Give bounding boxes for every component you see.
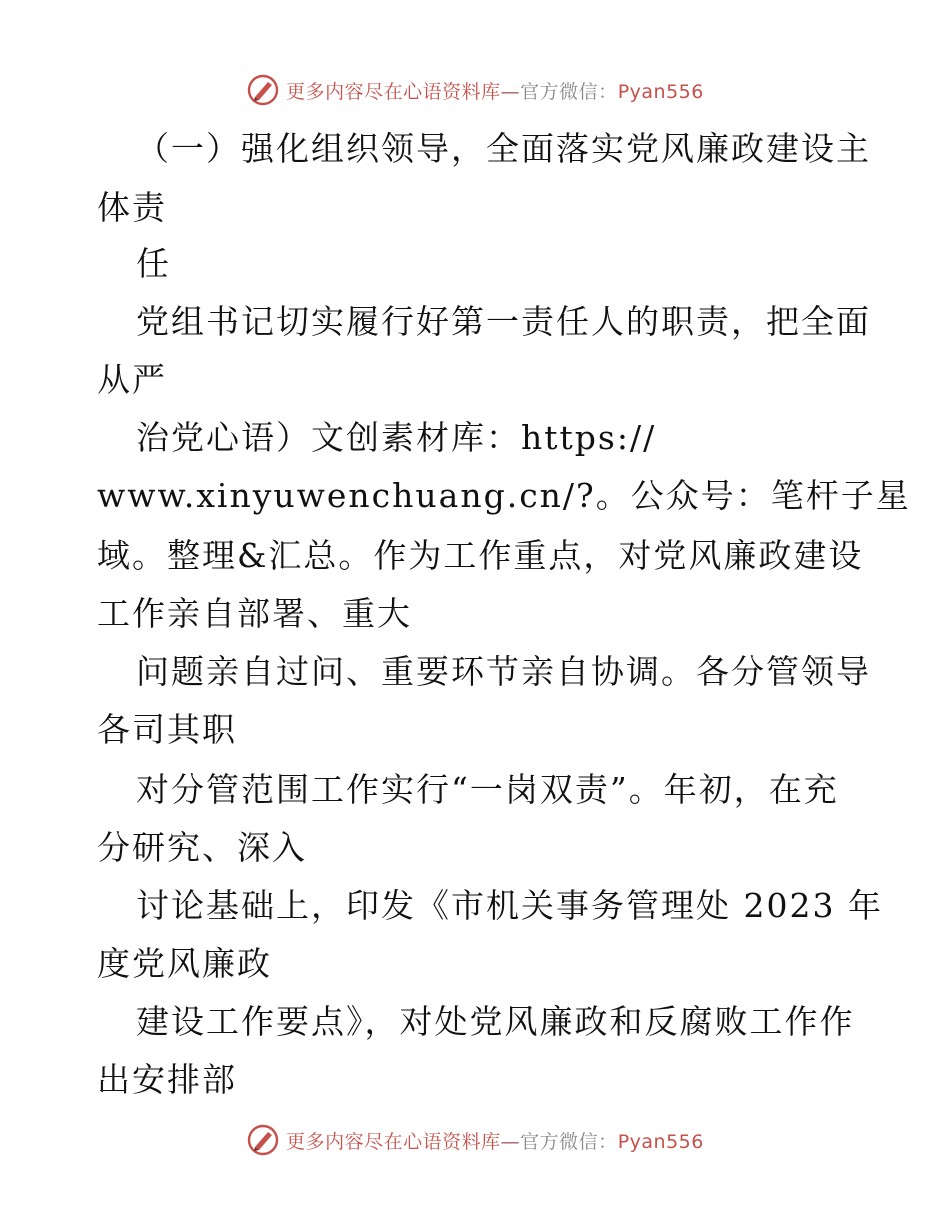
text-line: 分研究、深入 — [97, 828, 307, 867]
text-line: 对分管范围工作实行“一岗双责”。年初，在充 — [136, 770, 839, 809]
watermark-main: 更多内容尽在心语资料库 — [286, 1130, 501, 1153]
text-line: www.xinyuwenchuang.cn/?。公众号：笔杆子星 — [97, 476, 911, 515]
watermark-text — [286, 1127, 704, 1154]
text-line: 任 — [136, 244, 171, 283]
text-line: 党组书记切实履行好第一责任人的职责，把全面 — [136, 302, 871, 341]
text-line: 治党心语）文创素材库：https:// — [136, 418, 657, 457]
text-line: 问题亲自过问、重要环节亲自协调。各分管领导 — [136, 652, 871, 691]
watermark-id: Pyan556 — [617, 80, 704, 103]
text-line: （一）强化组织领导，全面落实党风廉政建设主 — [136, 129, 871, 168]
text-line: 度党风廉政 — [97, 944, 272, 983]
watermark-dash: — — [500, 80, 521, 103]
text-line: 域。整理&汇总。作为工作重点，对党风廉政建设 — [97, 536, 864, 575]
watermark-label: 官方微信： — [520, 1130, 618, 1153]
footer-watermark — [0, 1122, 950, 1158]
text-line: 出安排部 — [97, 1060, 237, 1099]
watermark-main: 更多内容尽在心语资料库 — [286, 80, 501, 103]
pen-logo-icon — [246, 73, 280, 107]
text-line: 从严 — [97, 360, 167, 399]
text-line: 讨论基础上，印发《市机关事务管理处 2023 年 — [136, 886, 883, 925]
pen-logo-icon — [246, 1123, 280, 1157]
text-line: 建设工作要点》，对处党风廉政和反腐败工作作 — [136, 1002, 855, 1041]
text-line: 各司其职 — [97, 710, 237, 749]
watermark-label: 官方微信： — [520, 80, 618, 103]
watermark-id: Pyan556 — [617, 1130, 704, 1153]
text-line: 工作亲自部署、重大 — [97, 594, 412, 633]
watermark-dash: — — [500, 1130, 521, 1153]
header-watermark — [0, 72, 950, 108]
text-line: 体责 — [97, 188, 167, 227]
watermark-text — [286, 77, 704, 104]
